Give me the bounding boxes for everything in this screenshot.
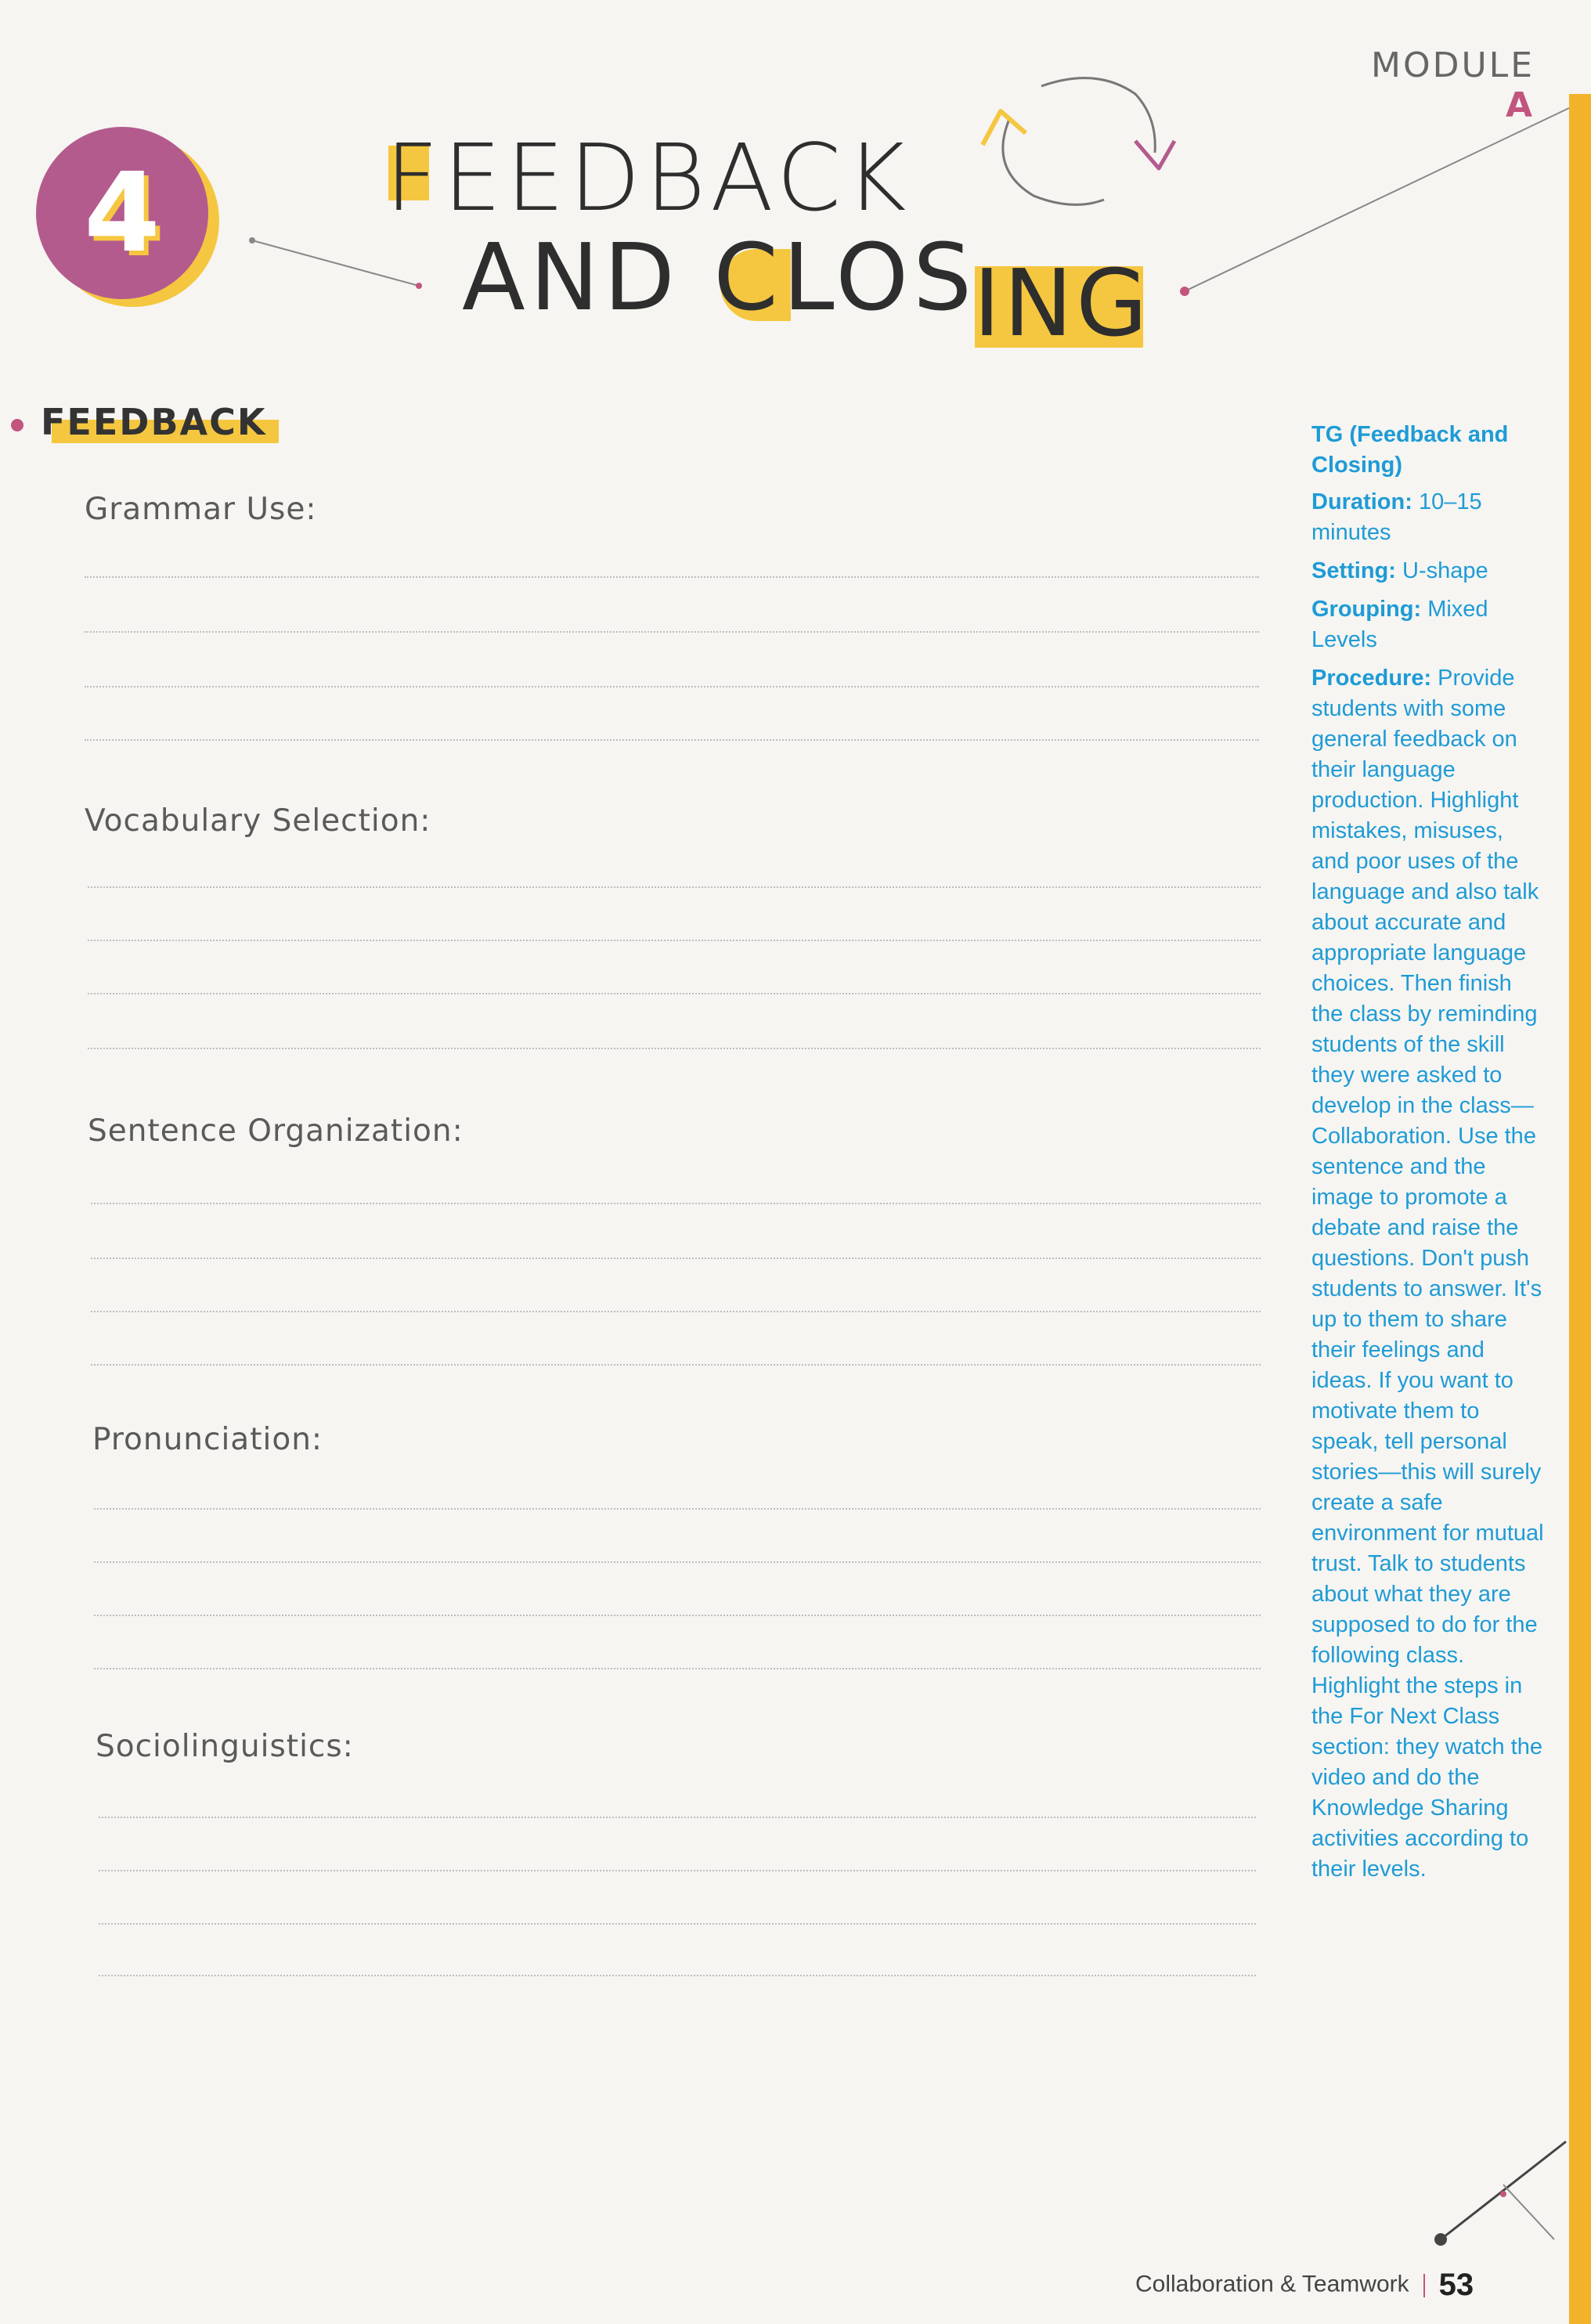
bullet-dot: [11, 419, 23, 431]
field-label-sociolinguistics: Sociolinguistics:: [96, 1729, 354, 1764]
duration-key: Duration:: [1311, 489, 1412, 514]
writing-line[interactable]: [91, 1364, 1261, 1366]
module-letter: A: [1505, 85, 1535, 125]
page-title-suffix: ING: [973, 249, 1151, 357]
writing-line[interactable]: [88, 993, 1261, 994]
writing-line[interactable]: [94, 1508, 1261, 1510]
grouping-value: Mixed Levels: [1311, 597, 1488, 652]
section-heading: [11, 401, 267, 443]
field-label-pronunciation: Pronunciation:: [92, 1422, 323, 1457]
writing-line[interactable]: [94, 1615, 1261, 1616]
writing-line[interactable]: [88, 1048, 1261, 1049]
writing-line[interactable]: [85, 739, 1259, 741]
footer-separator: [1423, 2274, 1425, 2297]
writing-line[interactable]: [99, 1817, 1256, 1818]
teacher-guide-title: TG (Feedback and Closing): [1311, 422, 1509, 478]
field-label-sentence-organization: Sentence Organization:: [88, 1113, 464, 1149]
grouping-key: Grouping:: [1311, 597, 1422, 622]
writing-line[interactable]: [85, 576, 1259, 578]
footer-book-title: Collaboration & Teamwork: [1135, 2271, 1409, 2297]
writing-line[interactable]: [94, 1668, 1261, 1669]
writing-line[interactable]: [99, 1975, 1256, 1976]
setting-key: Setting:: [1311, 558, 1396, 583]
section-number: 4: [84, 149, 161, 277]
writing-line[interactable]: [91, 1203, 1261, 1204]
writing-line[interactable]: [91, 1311, 1261, 1312]
writing-line[interactable]: [99, 1870, 1256, 1871]
writing-line[interactable]: [88, 886, 1261, 888]
writing-line[interactable]: [94, 1561, 1261, 1563]
procedure-key: Procedure:: [1311, 666, 1432, 691]
writing-line[interactable]: [91, 1258, 1261, 1259]
page-title-line1: FEEDBACK: [385, 124, 911, 232]
procedure-row: [1311, 663, 1546, 1885]
page-footer: [1135, 2268, 1474, 2303]
duration-value: 10–15 minutes: [1311, 489, 1482, 545]
duration-row: [1311, 487, 1546, 548]
writing-line[interactable]: [88, 940, 1261, 941]
teacher-guide-sidebar: [1311, 420, 1546, 1893]
writing-line[interactable]: [85, 686, 1259, 687]
setting-value: U-shape: [1402, 558, 1488, 583]
procedure-text: Provide students with some general feedback on their language production. Highlight mistakes, misuses, and poor uses of the language and also talk about accurate and appropriate language choices. Then finish the class by reminding students of the skill they were asked to develop in the class—Collaboration. Use the sentence and the image to promote a debate and raise the questions. Don't push students to answer. It's up to them to share their feelings and ideas. If you want to motivate them to speak, tell personal stories—this will surely create a safe environment for mutual trust. Talk to students about what they are supposed to do for the following class. Highlight the steps in the For Next Class section: they watch the video and do the Knowledge Sharing activities according to their levels.: [1311, 666, 1544, 1882]
writing-line[interactable]: [85, 631, 1259, 633]
writing-line[interactable]: [99, 1923, 1256, 1925]
grouping-row: [1311, 594, 1546, 655]
setting-row: [1311, 556, 1546, 586]
field-label-grammar: Grammar Use:: [85, 492, 317, 527]
page-title-line2: AND CLOS: [462, 223, 977, 331]
field-label-vocabulary: Vocabulary Selection:: [85, 803, 431, 839]
module-word: MODULE: [1371, 45, 1535, 85]
page-number: 53: [1438, 2268, 1474, 2302]
section-heading-text: FEEDBACK: [41, 401, 267, 443]
section-number-badge: [36, 127, 208, 299]
